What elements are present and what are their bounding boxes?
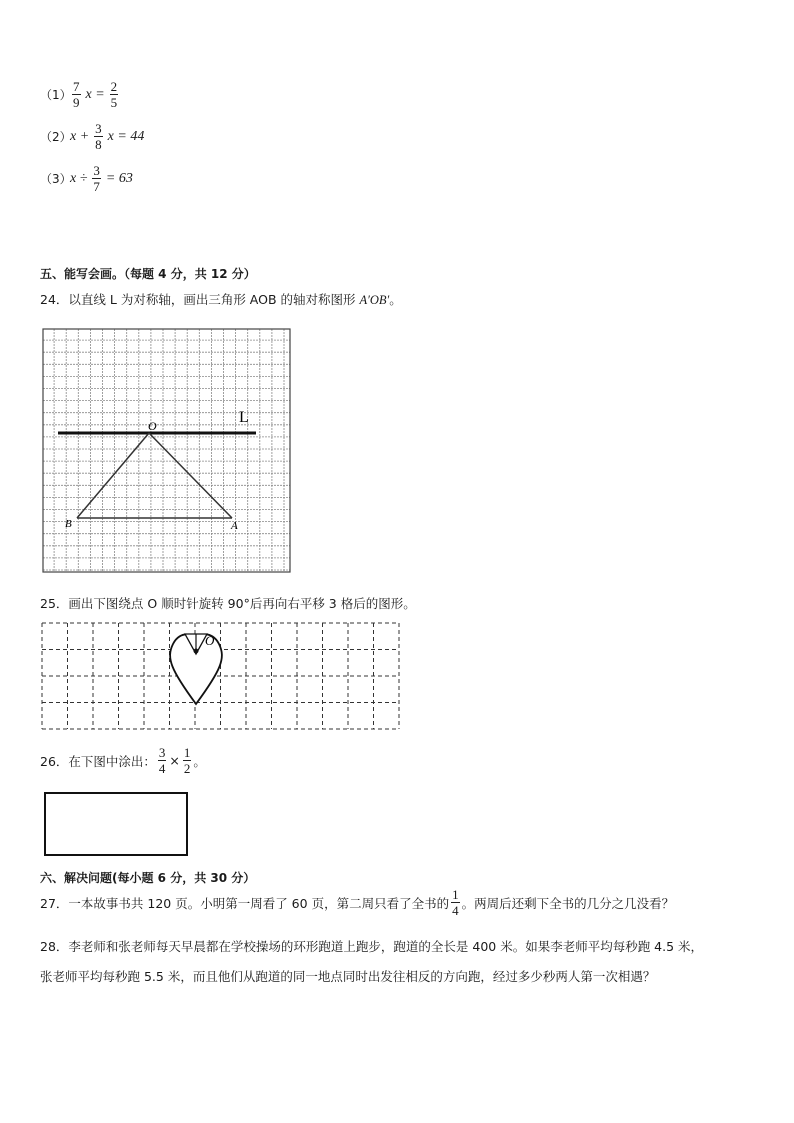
question-27 (40, 888, 674, 917)
equation-number: （3） (40, 172, 72, 186)
point-O (194, 649, 199, 654)
q24-end: 。 (389, 292, 402, 307)
denominator: 4 (452, 903, 459, 918)
question-24 (40, 290, 402, 308)
fraction-3-4 (158, 746, 167, 775)
segment-OB (77, 433, 149, 518)
numerator: 3 (158, 745, 166, 760)
equation-3 (40, 164, 133, 193)
q26-end: 。 (193, 753, 206, 769)
denominator: 8 (95, 137, 102, 152)
segment-OA (149, 433, 232, 518)
numerator: 7 (73, 79, 80, 94)
numerator: 2 (110, 79, 118, 94)
q27-end: 。两周后还剩下全书的几分之几没看？ (461, 895, 675, 911)
label-O: O (148, 419, 157, 433)
equation-2 (40, 122, 144, 151)
q24-grid-figure (42, 328, 292, 574)
question-25: 25．画出下图绕点 O 顺时针旋转 90°后再向右平移 3 格后的图形。 (40, 596, 416, 611)
fraction-1-4 (451, 888, 460, 917)
equation-pre: x + (70, 128, 90, 144)
denominator: 4 (158, 761, 166, 776)
q24-text: 24．以直线 L 为对称轴，画出三角形 AOB 的轴对称图形 (40, 292, 360, 307)
label-B: B (65, 518, 72, 530)
denominator: 5 (110, 95, 118, 110)
q24-math: A′OB′ (359, 293, 390, 307)
equation-middle: x = (85, 86, 105, 102)
equation-post: x = 44 (107, 128, 145, 144)
fraction (72, 80, 81, 109)
equation-number: （2） (40, 130, 72, 144)
fraction (110, 80, 119, 109)
fraction (92, 164, 101, 193)
q27-text: 27．一本故事书共 120 页。小明第一周看了 60 页，第二周只看了全书的 (40, 895, 450, 911)
equation-post: = 63 (105, 170, 133, 186)
section-5-title: 五、能写会画。（每题 4 分，共 12 分） (40, 267, 256, 281)
label-A: A (231, 520, 238, 532)
dashed-grid-lines (42, 623, 399, 729)
label-L: L (239, 409, 249, 426)
equation-pre: x ÷ (70, 170, 88, 186)
numerator: 1 (183, 745, 191, 760)
q26-text: 26．在下图中涂出： (40, 753, 156, 769)
numerator: 1 (452, 887, 459, 902)
numerator: 3 (93, 163, 100, 178)
denominator: 9 (73, 95, 80, 110)
equation-1 (40, 80, 120, 109)
denominator: 7 (93, 179, 100, 194)
fraction (94, 122, 103, 151)
q26-rectangle (44, 792, 188, 856)
q25-dashed-grid (40, 620, 406, 734)
section-6-title: 六、解决问题(每小题 6 分，共 30 分） (40, 871, 256, 885)
question-26 (40, 746, 206, 775)
label-O: O (205, 633, 215, 648)
denominator: 2 (183, 761, 191, 776)
question-28-line-2: 张老师平均每秒跑 5.5 米，而且他们从跑道的同一地点同时出发往相反的方向跑，经过多少秒两人第一次相遇？ (40, 969, 656, 984)
question-28-line-1: 28．李老师和张老师每天早晨都在学校操场的环形跑道上跑步，跑道的全长是 400 米。如果李老师平均每秒跑 4.5 米， (40, 939, 704, 954)
fraction-1-2 (183, 746, 192, 775)
times-sign: × (169, 753, 180, 768)
numerator: 3 (95, 121, 102, 136)
equation-number: （1） (40, 88, 72, 102)
